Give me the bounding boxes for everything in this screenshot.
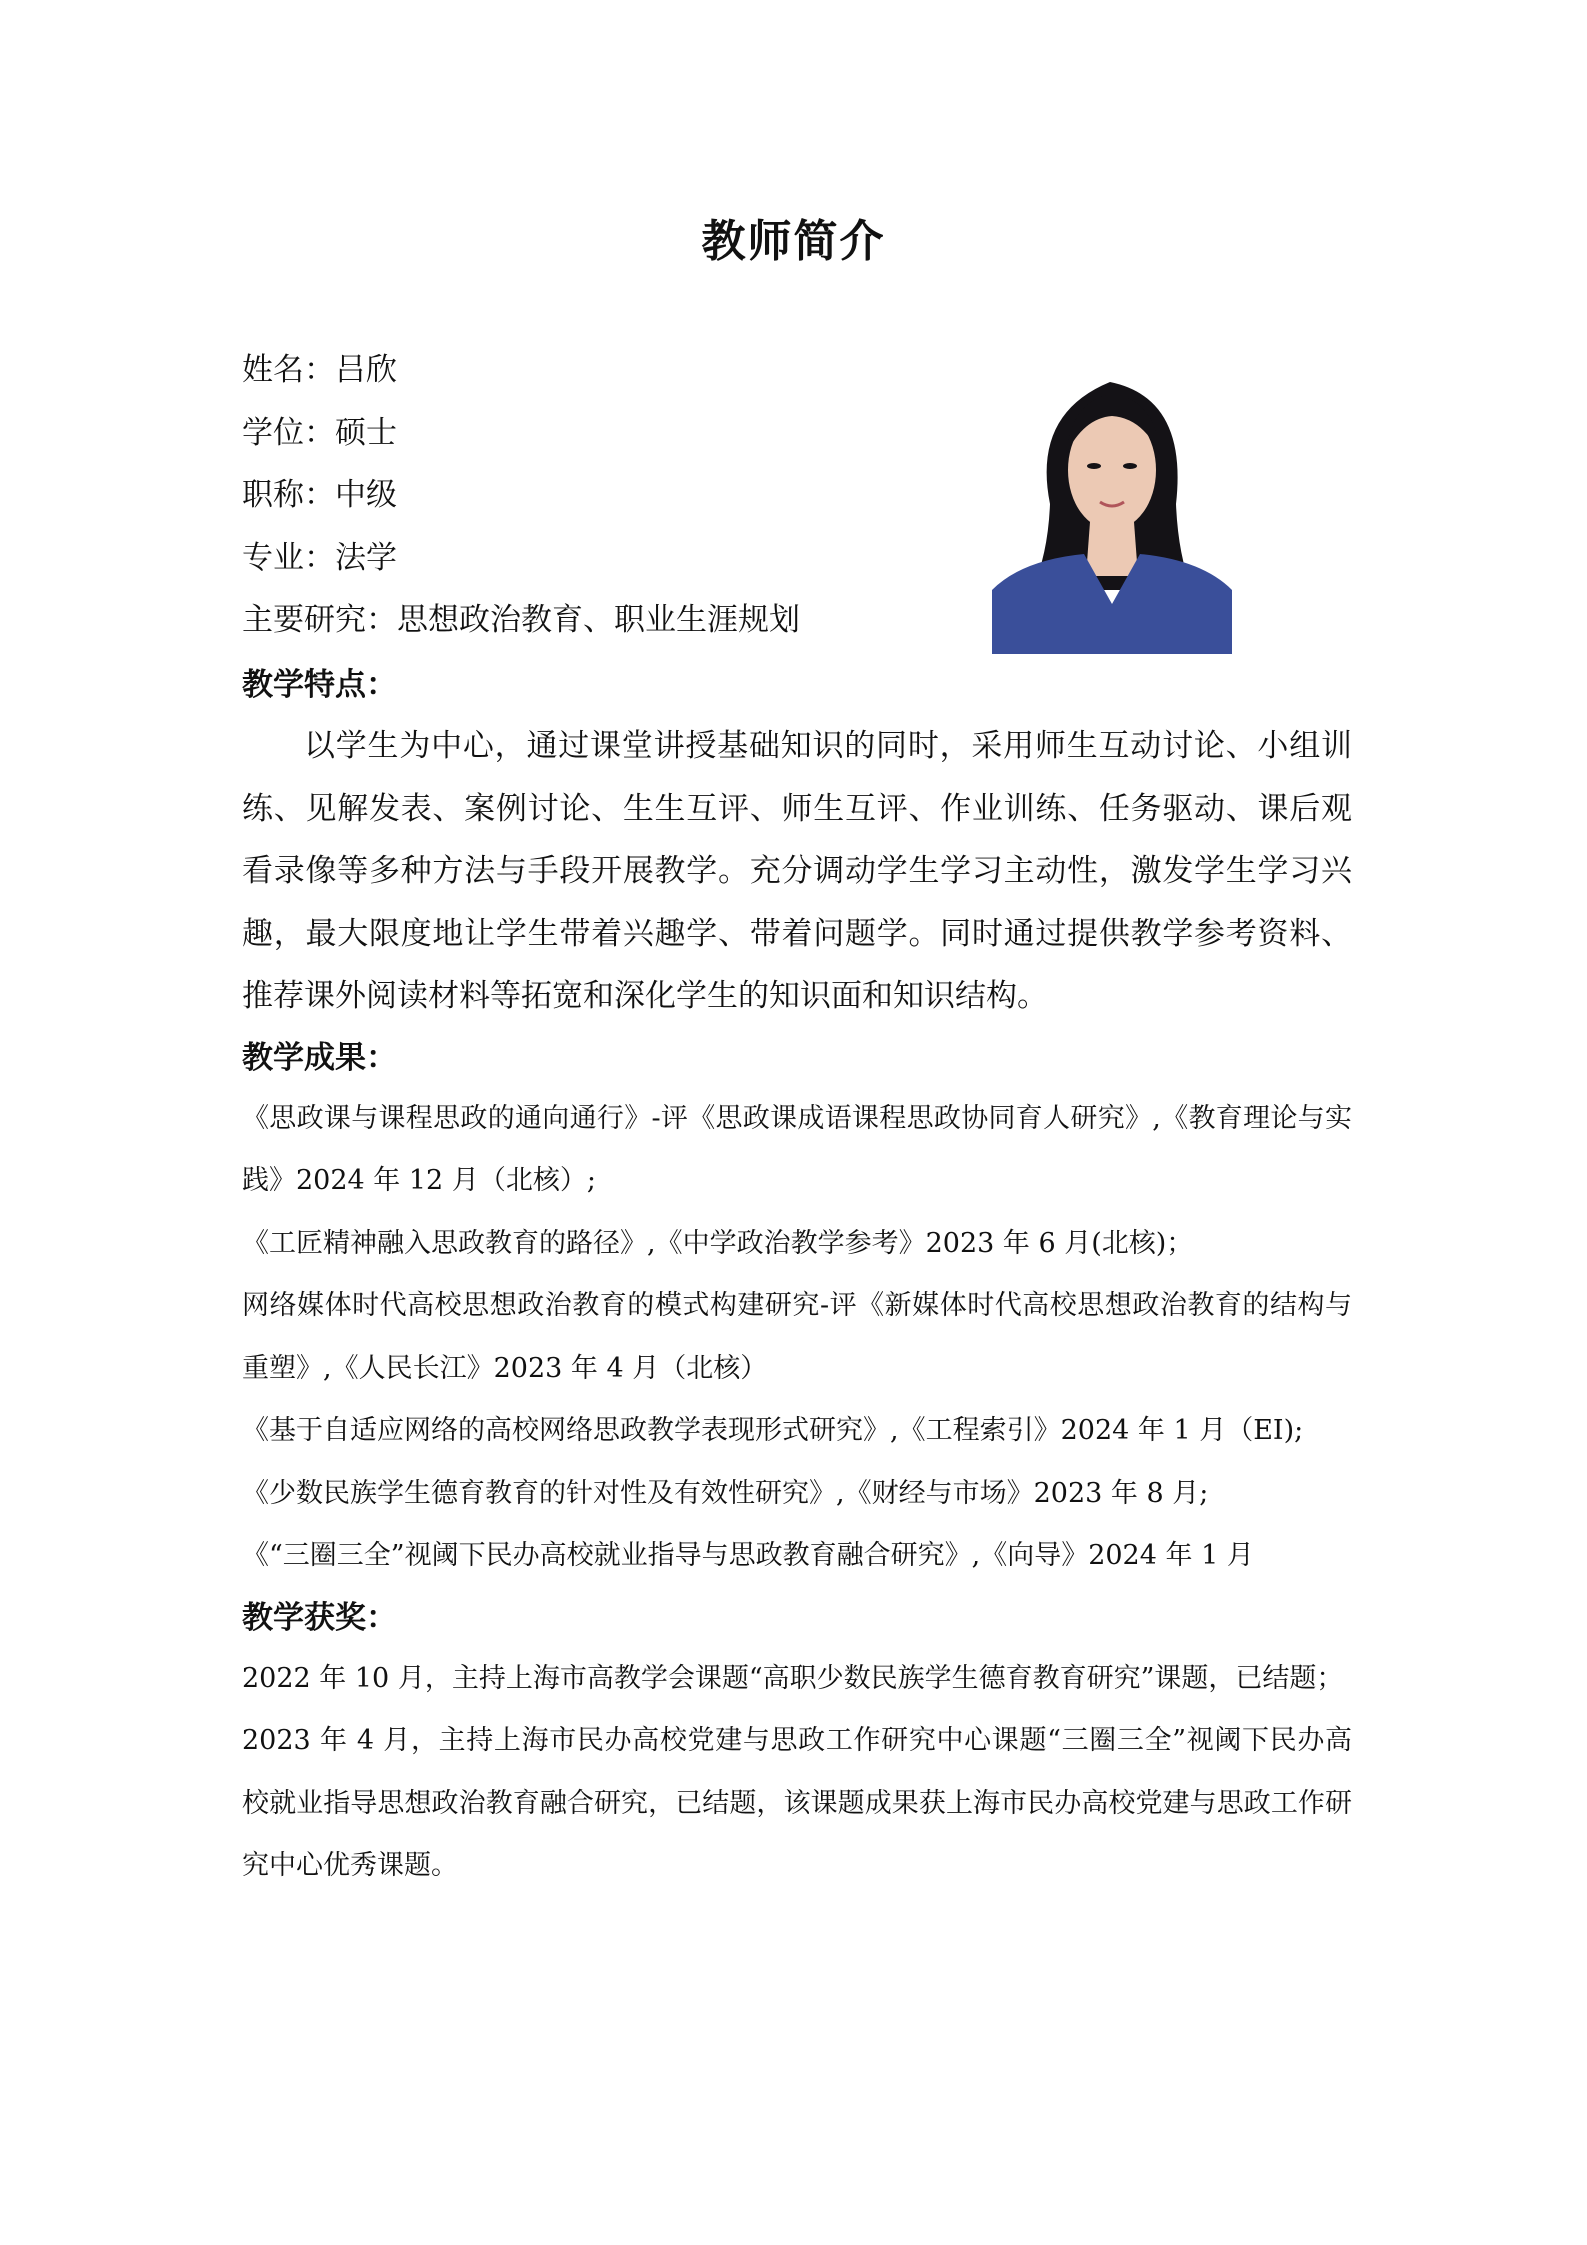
name-row [242, 345, 962, 408]
major-label: 专业： [242, 539, 335, 576]
name-value: 吕欣 [335, 352, 397, 388]
degree-value: 硕士 [335, 414, 397, 451]
portrait-illustration [992, 354, 1232, 654]
awards-heading: 教学获奖： [242, 1599, 397, 1636]
title-label: 职称： [242, 477, 335, 513]
teaching-features-text: 以学生为中心，通过课堂讲授基础知识的同时，采用师生互动讨论、小组训练、见解发表、案例讨论、生生互评、师生互评、作业训练、任务驱动、课后观看录像等多种方法与手段开展教学。充分调动学生学习主动性，激发学生学习兴趣，最大限度地让学生带着兴趣学、带着问题学。同时通过提供教学参考资料、推荐课外阅读材料等拓宽和深化学生的知识面和知识结构。 [242, 728, 1352, 1014]
achievement-item: 《少数民族学生德育教育的针对性及有效性研究》,《财经与市场》2023 年 8 月; [242, 1477, 1209, 1509]
achievements-heading: 教学成果： [242, 1039, 397, 1076]
degree-row [242, 408, 962, 471]
major-row [242, 533, 962, 596]
awards-list [242, 1648, 1352, 1898]
achievement-item: 《基于自适应网络的高校网络思政教学表现形式研究》,《工程索引》2024 年 1 月（EI); [242, 1415, 1304, 1446]
profile-info [242, 345, 962, 658]
title-row [242, 470, 962, 533]
degree-label: 学位： [242, 414, 335, 451]
main-content [242, 655, 1352, 1898]
award-item: 2022 年 10 月，主持上海市高教学会课题“高职少数民族学生德育教育研究”课题，已结题； [242, 1662, 1344, 1694]
portrait-photo [992, 354, 1232, 654]
achievement-item: 网络媒体时代高校思想政治教育的模式构建研究-评《新媒体时代高校思想政治教育的结构与重塑》,《人民长江》2023 年 4 月（北核） [242, 1290, 1352, 1384]
research-row [242, 595, 962, 658]
page-title: 教师简介 [701, 216, 886, 267]
title-value: 中级 [335, 477, 397, 513]
name-label: 姓名： [242, 352, 335, 388]
teaching-features-heading: 教学特点： [242, 667, 397, 703]
major-value: 法学 [335, 539, 397, 576]
achievements-list [242, 1088, 1352, 1588]
research-value: 思想政治教育、职业生涯规划 [397, 602, 800, 638]
achievement-item: 《思政课与课程思政的通向通行》-评《思政课成语课程思政协同育人研究》,《教育理论与实践》2024 年 12 月（北核）; [242, 1102, 1352, 1196]
achievement-item: 《“三圈三全”视阈下民办高校就业指导与思政教育融合研究》,《向导》2024 年 1 月 [242, 1540, 1254, 1571]
award-item: 2023 年 4 月，主持上海市民办高校党建与思政工作研究中心课题“三圈三全”视阈下民办高校就业指导思想政治教育融合研究，已结题，该课题成果获上海市民办高校党建与思政工作研究中心优秀课题。 [242, 1725, 1352, 1881]
achievement-item: 《工匠精神融入思政教育的路径》,《中学政治教学参考》2023 年 6 月(北核)； [242, 1227, 1194, 1259]
research-label: 主要研究： [242, 602, 397, 638]
